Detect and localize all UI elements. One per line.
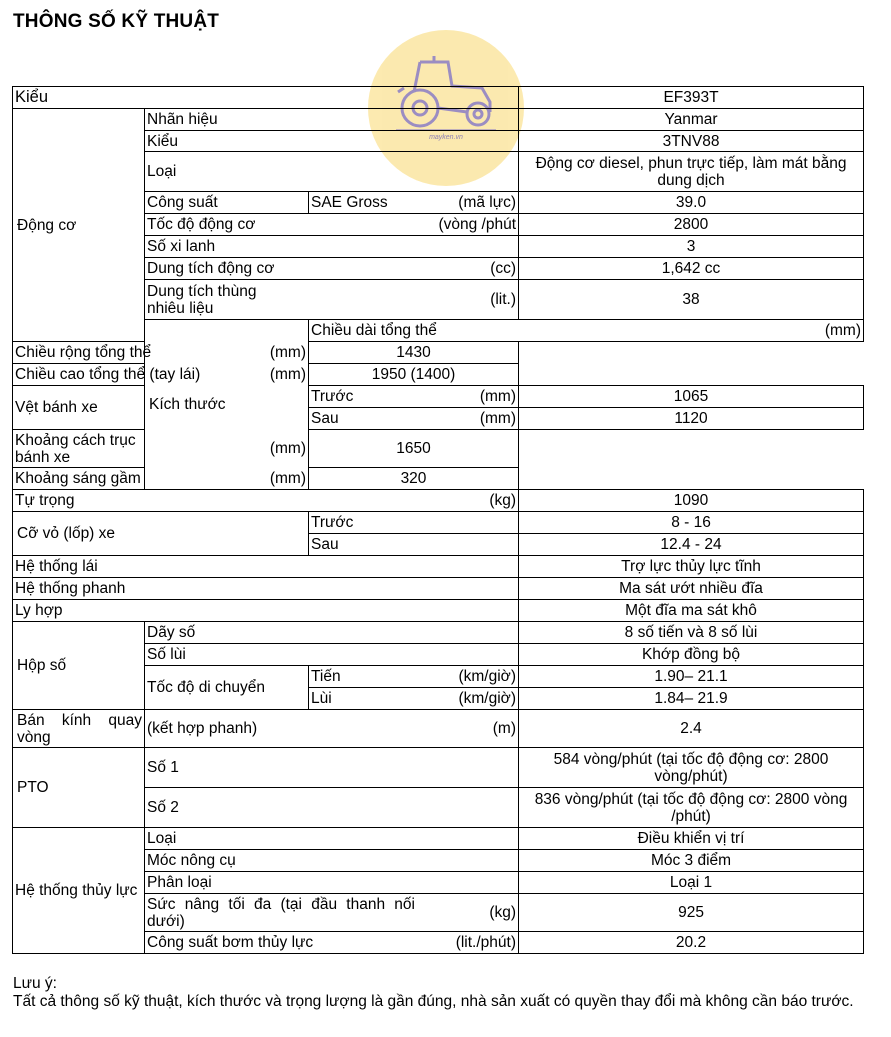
dim-clearance-value: 320 [309,468,519,490]
engine-model-value: 3TNV88 [519,131,864,152]
pto-gear1-value: 584 vòng/phút (tại tốc độ động cơ: 2800 vòng/phút) [519,748,864,788]
row-dim-track-front [13,386,864,408]
engine-cylinders-label: Số xi lanh [145,236,519,258]
dim-wheelbase-value: 1650 [309,430,519,468]
engine-type-label: Loại [145,152,519,192]
hyd-hitch-label: Móc nông cụ [145,850,519,872]
clutch-value: Một đĩa ma sát khô [519,600,864,622]
row-weight [13,490,864,512]
row-hyd-type [13,828,864,850]
dim-clearance-label: Khoảng sáng gầm [15,470,141,487]
tires-rear-label: Sau [309,534,519,556]
gear-reverse-label: Số lùi [145,644,519,666]
tires-label: Cỡ vỏ (lốp) xe [13,512,309,556]
row-dim-width [13,342,864,364]
dim-height-value: 1950 (1400) [309,364,519,386]
hyd-category-label: Phân loại [145,872,519,894]
gear-reverse-value: Khớp đồng bộ [519,644,864,666]
engine-fuel-label: Dung tích thùng nhiêu liệu [147,282,257,317]
gear-range-value: 8 số tiến và 8 số lùi [519,622,864,644]
dim-length-unit: (mm) [824,322,862,339]
steering-value: Trợ lực thủy lực tĩnh [519,556,864,578]
pto-gear1-label: Số 1 [145,748,519,788]
footnote-text: Tất cả thông số kỹ thuật, kích thước và trọng lượng là gần đúng, nhà sản xuất có quyền thay đổi mà không cần báo trước. [13,993,854,1010]
dim-track-rear-label: Sau [311,410,339,427]
engine-brand-label: Nhãn hiệu [145,109,519,131]
dim-width-value: 1430 [309,342,519,364]
dim-track-rear-value: 1120 [519,408,864,430]
hyd-pump-unit: (lit./phút) [455,934,517,951]
tires-front-value: 8 - 16 [519,512,864,534]
engine-power-unit: (mã lực) [458,194,517,211]
turning-value: 2.4 [519,710,864,748]
clutch-label: Ly hợp [13,600,519,622]
hyd-lift-unit: (kg) [489,904,517,921]
hydraulics-group-label: Hệ thống thủy lực [13,828,145,954]
turning-label: Bán kính quay vòng [13,710,145,748]
engine-displacement-label: Dung tích động cơ [147,260,275,277]
footnote-label: Lưu ý: [13,975,57,992]
row-model [13,87,864,109]
travel-backward-label: Lùi [311,690,332,707]
dim-height-label: Chiều cao tổng thể (tay lái) [15,366,201,383]
engine-displacement-unit: (cc) [490,260,517,277]
dim-clearance-unit: (mm) [269,470,306,487]
hyd-type-value: Điều khiển vị trí [519,828,864,850]
travel-speed-label: Tốc độ di chuyển [145,666,309,710]
engine-fuel-unit: (lit.) [490,291,517,308]
brakes-value: Ma sát ướt nhiều đĩa [519,578,864,600]
watermark-text: mayken.vn [429,134,463,141]
row-dim-height [13,364,864,386]
row-gear-range [13,622,864,644]
gear-range-label: Dãy số [145,622,519,644]
hyd-category-value: Loại 1 [519,872,864,894]
row-tires-front [13,512,864,534]
engine-speed-value: 2800 [519,214,864,236]
row-clutch [13,600,864,622]
engine-power-standard: SAE Gross [311,194,388,211]
travel-forward-value: 1.90– 21.1 [519,666,864,688]
row-pto-1 [13,748,864,788]
dim-track-rear-unit: (mm) [479,410,517,427]
weight-label: Tự trọng [15,492,75,509]
dim-width-unit: (mm) [269,344,306,361]
dim-length-label: Chiều dài tổng thể [311,322,437,339]
row-dim-clearance [13,468,864,490]
pto-gear2-value: 836 vòng/phút (tại tốc độ động cơ: 2800 vòng /phút) [519,788,864,828]
engine-model-label: Kiểu [145,131,519,152]
hyd-lift-value: 925 [519,894,864,932]
steering-label: Hệ thống lái [13,556,519,578]
engine-type-value: Động cơ diesel, phun trực tiếp, làm mát bằng dung dịch [519,152,864,192]
weight-unit: (kg) [489,492,517,509]
spec-table [12,86,864,954]
weight-value: 1090 [519,490,864,512]
hyd-hitch-value: Móc 3 điểm [519,850,864,872]
hyd-type-label: Loại [145,828,519,850]
travel-forward-unit: (km/giờ) [458,668,517,685]
pto-gear2-label: Số 2 [145,788,519,828]
row-dim-wheelbase [13,430,864,468]
hyd-pump-value: 20.2 [519,932,864,954]
hyd-lift-label: Sức nâng tối đa (tại đầu thanh nối dưới) [147,895,415,930]
engine-cylinders-value: 3 [519,236,864,258]
engine-displacement-value: 1,642 cc [519,258,864,280]
dim-track-front-label: Trước [311,388,354,405]
dim-track-label: Vệt bánh xe [13,386,145,430]
model-value: EF393T [519,87,864,109]
dim-wheelbase-label: Khoảng cách trục bánh xe [15,431,136,466]
engine-speed-label: Tốc độ động cơ [147,216,256,233]
row-steering [13,556,864,578]
dimensions-group-label: Kích thước [145,320,309,490]
hyd-pump-label: Công suất bơm thủy lực [147,934,314,951]
travel-backward-unit: (km/giờ) [458,690,517,707]
row-engine-brand [13,109,864,131]
engine-speed-unit: (vòng /phút [438,216,517,233]
tires-rear-value: 12.4 - 24 [519,534,864,556]
model-label: Kiểu [13,87,519,109]
travel-forward-label: Tiến [311,668,341,685]
engine-brand-value: Yanmar [519,109,864,131]
tires-front-label: Trước [309,512,519,534]
turning-unit: (m) [492,720,517,737]
brakes-label: Hệ thống phanh [13,578,519,600]
footnote [13,975,873,1011]
engine-group-label: Động cơ [13,109,145,342]
dim-wheelbase-unit: (mm) [269,440,306,457]
dim-track-front-unit: (mm) [479,388,517,405]
gearbox-group-label: Hộp số [13,622,145,710]
turning-condition: (kết hợp phanh) [147,720,258,737]
engine-power-label: Công suất [145,192,309,214]
row-brakes [13,578,864,600]
pto-group-label: PTO [13,748,145,828]
engine-power-value: 39.0 [519,192,864,214]
row-turning [13,710,864,748]
travel-backward-value: 1.84– 21.9 [519,688,864,710]
engine-fuel-value: 38 [519,280,864,320]
dim-width-label: Chiều rộng tổng thể [15,344,152,361]
dim-track-front-value: 1065 [519,386,864,408]
page-title: THÔNG SỐ KỸ THUẬT [13,11,220,32]
dim-height-unit: (mm) [269,366,306,383]
